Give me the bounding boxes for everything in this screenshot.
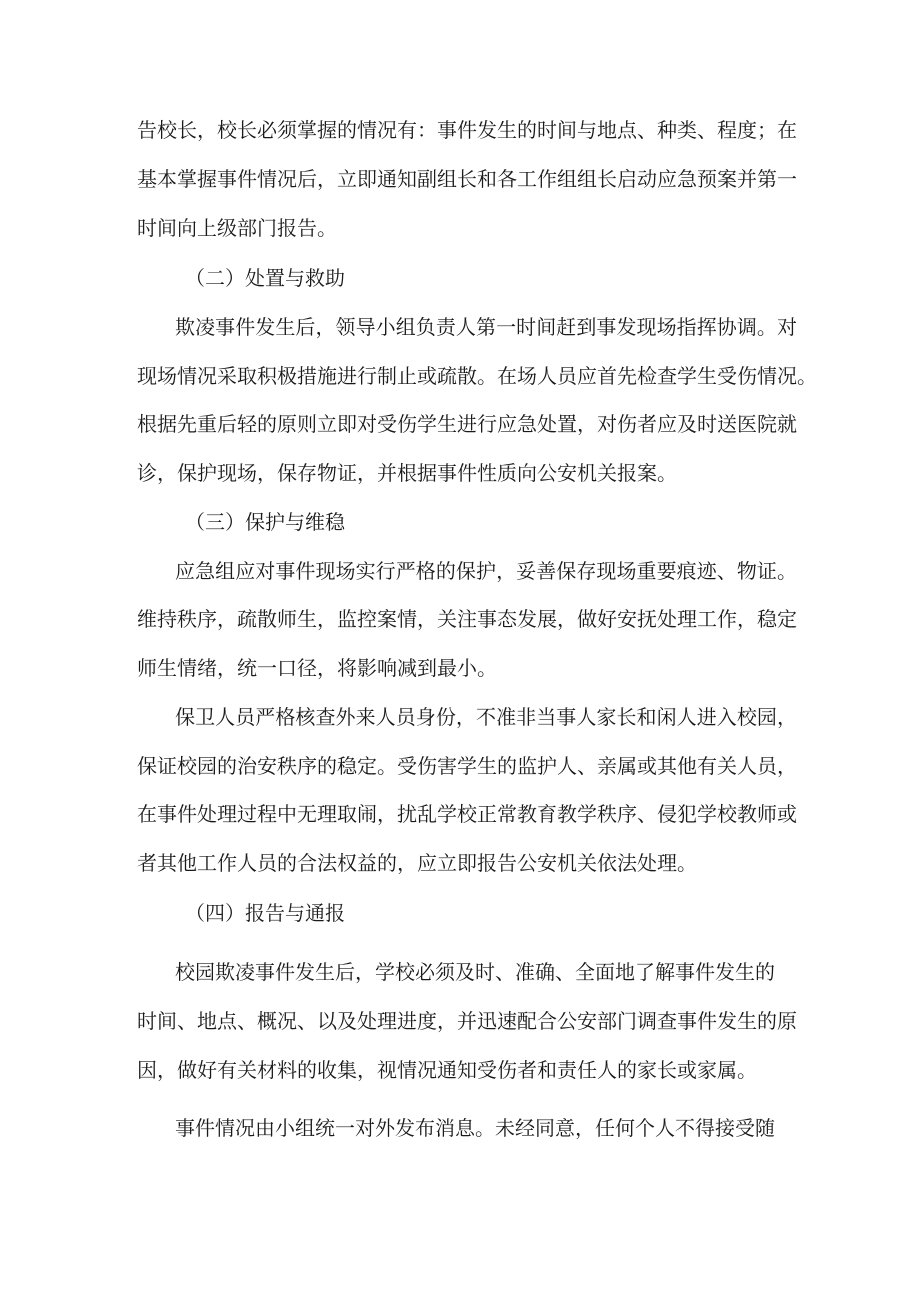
paragraph-line: 诊，保护现场，保存物证，并根据事件性质向公安机关报案。 [137, 461, 677, 485]
section-heading: （三）保护与维稳 [185, 510, 345, 534]
paragraph-line: 保证校园的治安秩序的稳定。受伤害学生的监护人、亲属或其他有关人员， [137, 754, 797, 778]
paragraph-line: 基本掌握事件情况后，立即通知副组长和各工作组组长启动应急预案并第一 [137, 167, 797, 191]
paragraph-line: 应急组应对事件现场实行严格的保护，妥善保存现场重要痕迹、物证。 [175, 559, 797, 583]
paragraph-line: 维持秩序，疏散师生，监控案情，关注事态发展，做好安抚处理工作，稳定 [137, 607, 797, 631]
paragraph-line: 事件情况由小组统一对外发布消息。未经同意，任何个人不得接受随 [175, 1116, 775, 1140]
paragraph-line: 保卫人员严格核查外来人员身份，不准非当事人家长和闲人进入校园， [175, 705, 797, 729]
paragraph-line: 者其他工作人员的合法权益的，应立即报告公安机关依法处理。 [137, 851, 697, 875]
paragraph-line: 告校长，校长必须掌握的情况有：事件发生的时间与地点、种类、程度；在 [137, 118, 797, 142]
paragraph-line: 在事件处理过程中无理取闹，扰乱学校正常教育教学秩序、侵犯学校教师或 [137, 802, 797, 826]
paragraph-line: 师生情绪，统一口径，将影响减到最小。 [137, 656, 497, 680]
paragraph-line: 因，做好有关材料的收集，视情况通知受伤者和责任人的家长或家属。 [137, 1058, 757, 1082]
paragraph-line: 时间、地点、概况、以及处理进度，并迅速配合公安部门调查事件发生的原 [137, 1009, 797, 1033]
paragraph-line: 欺凌事件发生后，领导小组负责人第一时间赶到事发现场指挥协调。对 [175, 315, 797, 339]
section-heading: （四）报告与通报 [185, 901, 345, 925]
section-heading: （二）处置与救助 [185, 266, 345, 290]
paragraph-line: 根据先重后轻的原则立即对受伤学生进行应急处置，对伤者应及时送医院就 [137, 412, 797, 436]
paragraph-line: 校园欺凌事件发生后，学校必须及时、准确、全面地了解事件发生的 [175, 960, 775, 984]
paragraph-line: 时间向上级部门报告。 [137, 216, 337, 240]
paragraph-line: 现场情况采取积极措施进行制止或疏散。在场人员应首先检查学生受伤情况。 [137, 364, 817, 388]
